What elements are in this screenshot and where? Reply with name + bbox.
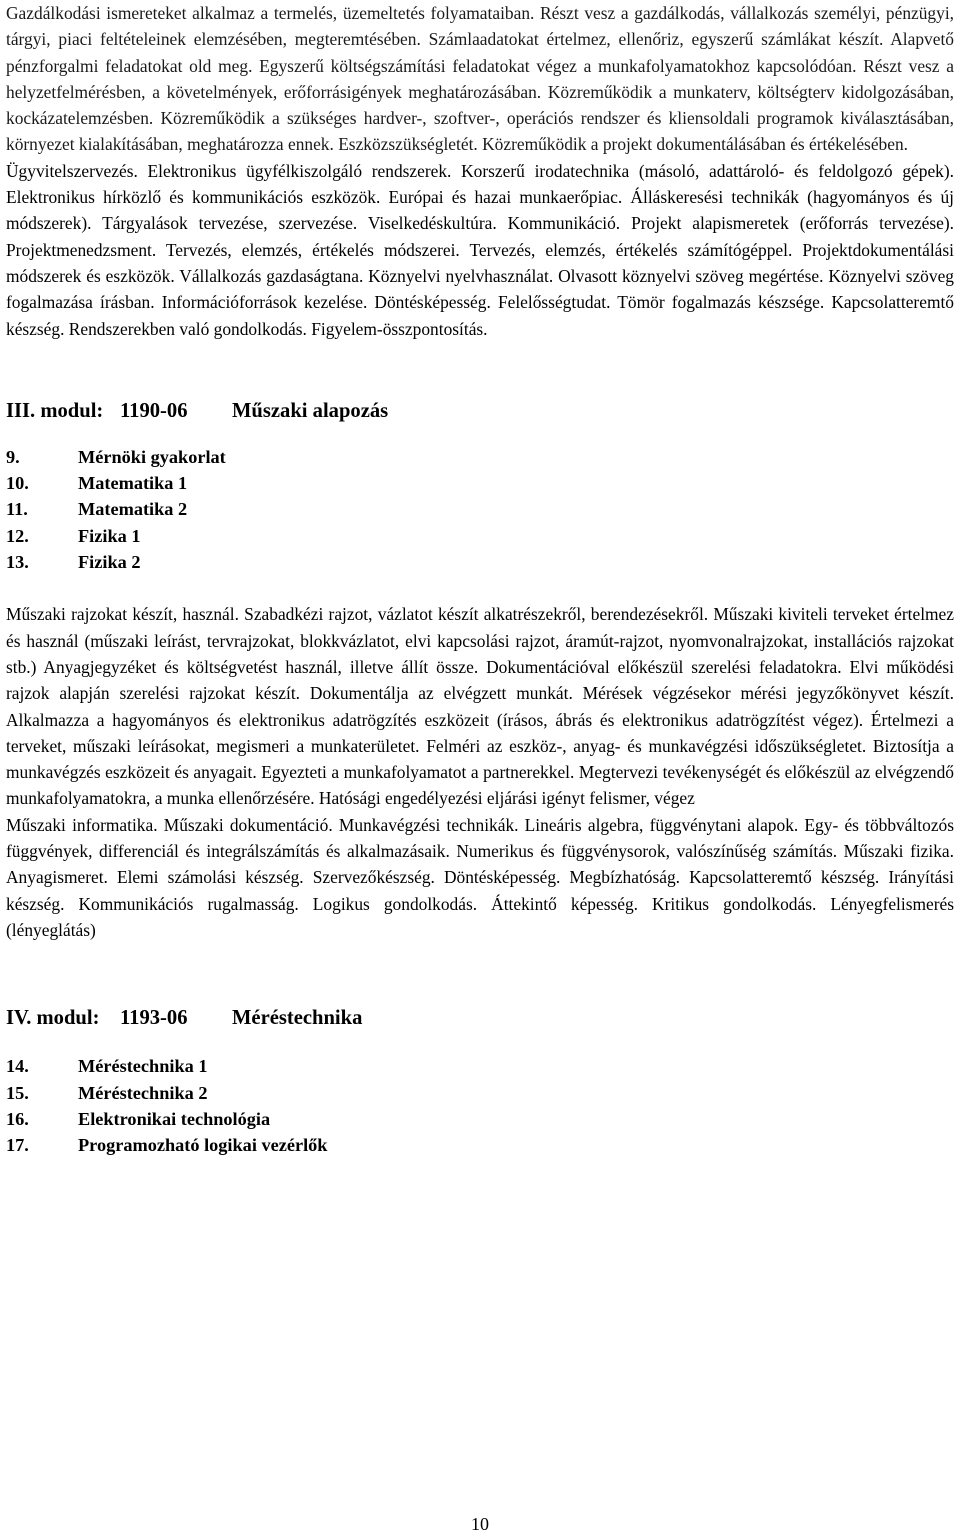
module-3-competencies-paragraph: Műszaki rajzokat készít, használ. Szabadkézi rajzot, vázlatot készít alkatrészekről, berendezésekről. Műszaki kiviteli terveket értelmez és használ (műszaki leírást, tervrajzokat, blokkvázlatot, elvi kapcsolási rajzot, áramút-rajzot, nyomvonalrajzokat, installációs rajzokat stb.) Anyagjegyzéket és költségvetést használ, illetve állít össze. Dokumentációval előkészül szerelési feladatokra. Elvi működési rajzok alapján szerelési rajzokat készít. Dokumentálja az elvégzett munkát. Mérések végzésekor mérési jegyzőkönyvet készít. Alkalmazza a hagyományos és elektronikus adatrögzítés eszközeit (írásos, ábrás és elektronikus adatrögzítést végez). Értelmezi a terveket, műszaki leírásokat, megismeri a munkaterületet. Felméri az eszköz-, anyag- és munkavégzési időszükségletet. Biztosítja a munkavégzés eszközeit és anyagait. Egyezteti a munkafolyamatot a partnerekkel. Megtervezi tevékenységét és előkészül az elvégzendő munkafolyamatokra, a munka ellenőrzésére. Hatósági engedélyezési eljárási igényt felismer, végez (6, 604, 954, 809)
subject-item (6, 1106, 954, 1132)
subject-number: 13. (6, 552, 29, 573)
subject-name: Méréstechnika 2 (78, 1082, 208, 1103)
module-3-number: III. modul: (6, 399, 104, 422)
document-page (6, 0, 954, 1158)
subject-item (6, 1053, 954, 1079)
page-number: 10 (471, 1514, 489, 1534)
subject-name: Fizika 1 (78, 525, 141, 546)
subject-number: 10. (6, 473, 29, 494)
subject-number: 12. (6, 525, 29, 546)
intro-paragraph-2: Ügyvitelszervezés. Elektronikus ügyfélkiszolgáló rendszerek. Korszerű irodatechnika (másoló, adattároló- és feldolgozó gépek). Elektronikus hírközlő és kommunikációs eszközök. Európai és hazai munkaerőpiac. Álláskeresési technikák (hagyományos és új módszerek). Tárgyalások tervezése, szervezése. Viselkedéskultúra. Kommunikáció. Projekt alapismeretek (erőforrás tervezése). Projektmenedzsment. Tervezés, elemzés, értékelés módszerei. Tervezés, elemzés, értékelés számítógéppel. Projektdokumentálási módszerek és eszközök. Vállalkozás gazdaságtana. Köznyelvi nyelvhasználat. Olvasott köznyelvi szöveg megértése. Köznyelvi szöveg fogalmazása írásban. Információforrások kezelése. Döntésképesség. Felelősségtudat. Tömör fogalmazás készsége. Kapcsolatteremtő készség. Rendszerekben való gondolkodás. Figyelem-összpontosítás. (6, 160, 954, 339)
intro-paragraph: Gazdálkodási ismereteket alkalmaz a termelés, üzemeltetés folyamataiban. Részt vesz a gazdálkodás, vállalkozás személyi, pénzügyi, tárgyi, piaci feltételeinek elemzésében, megteremtésében. Számlaadatokat értelmez, ellenőriz, egyszerű számlákat készít. Alapvető pénzforgalmi feladatokat old meg. Egyszerű költségszámítási feladatokat végez a munkafolyamatokhoz kapcsolódóan. Részt vesz a helyzetfelmérésben, a követelmények, erőforrásigények meghatározásában. Közreműködik a munkaterv, költségterv kidolgozásában, kockázatelemzésben. Közreműködik a szükséges hardver-, szoftver-, operációs rendszer és kliensoldali programok kiválasztásában, környezet kialakításában, meghatározza ennek. Eszközszükségletét. Közreműködik a projekt dokumentálásában és értékelésében. (6, 3, 954, 155)
module-4-subject-list (6, 1053, 954, 1158)
module-4-code: 1193-06 (120, 1007, 188, 1030)
subject-name: Programozható logikai vezérlők (78, 1135, 328, 1156)
module-3-code: 1190-06 (120, 399, 188, 422)
module-4-heading (6, 1005, 954, 1031)
subject-item (6, 470, 954, 496)
subject-name: Matematika 1 (78, 473, 188, 494)
module-3-subject-list (6, 444, 954, 575)
module-3-knowledge-paragraph: Műszaki informatika. Műszaki dokumentáció. Munkavégzési technikák. Lineáris algebra, függvénytani alapok. Egy- és többváltozós függvények, differenciál és integrálszámítás és alkalmazásaik. Numerikus és függvénysorok, valószínűség számítás. Műszaki fizika. Anyagismeret. Elemi számolási készség. Szervezőkészség. Döntésképesség. Megbízhatóság. Kapcsolatteremtő készség. Irányítási készség. Kommunikációs rugalmasság. Logikus gondolkodás. Áttekintő képesség. Kritikus gondolkodás. Lényegfelismerés (lényeglátás) (6, 814, 954, 940)
subject-name: Méréstechnika 1 (78, 1056, 208, 1077)
module-3-title: Műszaki alapozás (232, 399, 389, 422)
subject-number: 11. (6, 499, 28, 520)
subject-item (6, 496, 954, 522)
subject-item (6, 549, 954, 575)
module-4-number: IV. modul: (6, 1007, 100, 1030)
subject-name: Mérnöki gyakorlat (78, 446, 226, 467)
subject-name: Elektronikai technológia (78, 1108, 271, 1129)
subject-number: 15. (6, 1082, 29, 1103)
subject-number: 17. (6, 1135, 29, 1156)
module-3-heading (6, 398, 954, 424)
subject-name: Fizika 2 (78, 552, 141, 573)
subject-item (6, 523, 954, 549)
subject-item (6, 1132, 954, 1158)
module-4-title: Méréstechnika (232, 1007, 363, 1030)
subject-number: 9. (6, 446, 20, 467)
subject-number: 14. (6, 1056, 29, 1077)
subject-name: Matematika 2 (78, 499, 188, 520)
subject-number: 16. (6, 1108, 29, 1129)
subject-item (6, 1080, 954, 1106)
subject-item (6, 444, 954, 470)
